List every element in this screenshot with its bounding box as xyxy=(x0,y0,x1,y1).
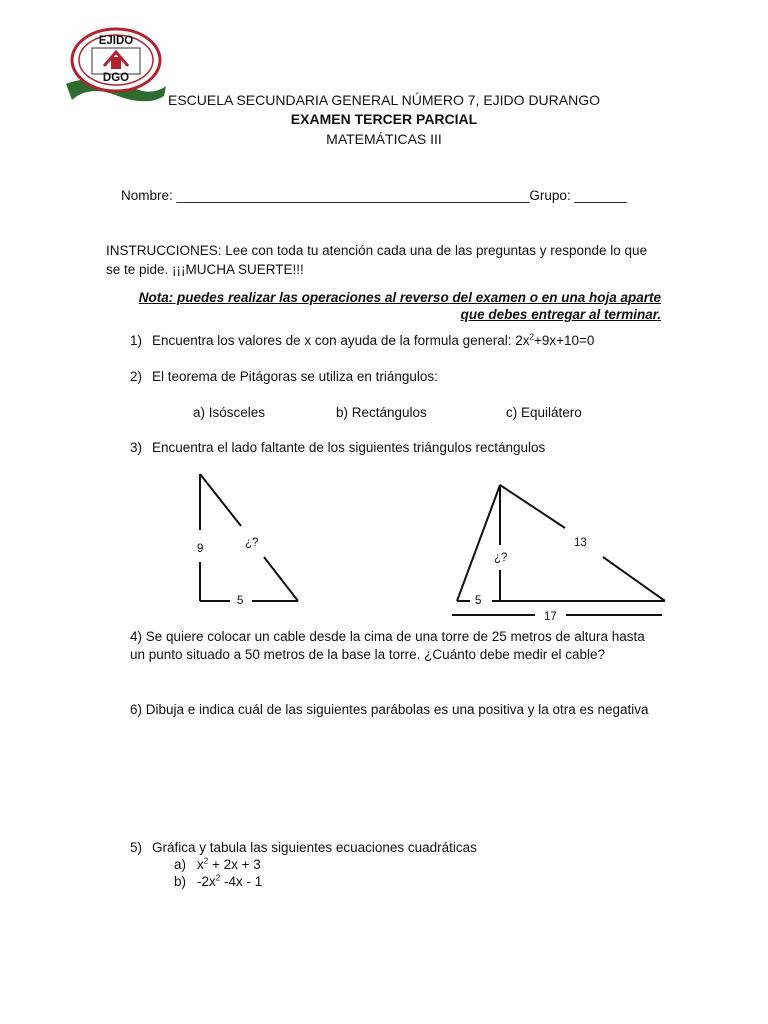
triangle-2-right-side-bottom xyxy=(603,557,665,601)
question-4-line-2: un punto situado a 50 metros de la base la torre. ¿Cuánto debe medir el cable? xyxy=(130,647,606,662)
question-5-item-a xyxy=(174,857,261,872)
exam-title: EXAMEN TERCER PARCIAL xyxy=(290,111,478,127)
logo-text-top: EJIDO xyxy=(98,35,134,47)
question-5-b-label: b) xyxy=(174,874,187,889)
group-field[interactable]: _______ xyxy=(574,188,628,203)
question-3-number: 3) xyxy=(130,440,143,455)
question-5-b-exponent: 2 xyxy=(215,873,221,883)
question-1-text: Encuentra los valores de x con ayuda de la formula general: 2x xyxy=(152,333,530,348)
triangle-2-base-label: 5 xyxy=(475,595,482,607)
name-label: Nombre: xyxy=(121,188,177,203)
question-5-b-pre: -2x xyxy=(197,874,216,889)
question-1-number: 1) xyxy=(130,333,143,348)
triangle-1-hypotenuse-label: ¿? xyxy=(245,537,259,549)
question-2-option-c: c) Equilátero xyxy=(506,405,582,420)
note-line-1: Nota: puedes realizar las operaciones al reverso del examen o en una hoja aparte xyxy=(138,290,661,305)
question-5-a-post: + 2x + 3 xyxy=(208,857,261,872)
triangle-2-total-label: 17 xyxy=(544,611,557,623)
student-fields xyxy=(121,188,627,203)
logo-text-bottom: DGO xyxy=(102,72,130,84)
triangles-figure xyxy=(0,460,768,630)
name-field[interactable]: _______________________________________________ xyxy=(176,188,530,203)
triangle-2-right-side-top xyxy=(500,485,565,528)
question-5-a-pre: x xyxy=(197,857,204,872)
question-3-text: Encuentra el lado faltante de los siguientes triángulos rectángulos xyxy=(152,440,546,455)
question-1-tail: +9x+10=0 xyxy=(533,333,595,348)
question-1 xyxy=(130,333,594,348)
triangle-2-height-label: ¿? xyxy=(494,552,508,564)
question-2-text: El teorema de Pitágoras se utiliza en triángulos: xyxy=(152,369,438,384)
triangle-1-hypotenuse-top xyxy=(200,474,241,526)
question-5-number: 5) xyxy=(130,840,143,855)
triangle-1-left-label: 9 xyxy=(197,543,204,555)
question-2-option-a: a) Isósceles xyxy=(193,405,266,420)
question-5-item-b xyxy=(174,874,262,889)
question-5 xyxy=(130,840,477,855)
question-1-exponent: 2 xyxy=(529,332,534,342)
question-5-text: Gráfica y tabula las siguientes ecuaciones cuadráticas xyxy=(152,840,477,855)
triangle-2-right-label: 13 xyxy=(574,537,587,549)
question-5-a-label: a) xyxy=(174,857,187,872)
triangle-2 xyxy=(452,485,665,615)
subject-title: MATEMÁTICAS III xyxy=(326,131,442,147)
question-2-number: 2) xyxy=(130,369,143,384)
question-2 xyxy=(130,369,438,384)
question-5-b-post: -4x - 1 xyxy=(220,874,263,889)
school-name: ESCUELA SECUNDARIA GENERAL NÚMERO 7, EJIDO DURANGO xyxy=(167,92,601,108)
triangle-1-base-label: 5 xyxy=(237,595,244,607)
note-line-2: que debes entregar al terminar. xyxy=(460,307,661,322)
triangle-2-left-side xyxy=(457,485,500,601)
question-6: 6) Dibuja e indica cuál de las siguientes parábolas es una positiva y la otra es negativa xyxy=(130,702,649,717)
question-2-option-b: b) Rectángulos xyxy=(336,405,427,420)
question-3 xyxy=(130,440,545,455)
instructions-line-1: INSTRUCCIONES: Lee con toda tu atención cada una de las preguntas y responde lo que xyxy=(106,243,648,258)
question-5-a-exponent: 2 xyxy=(203,856,209,866)
question-4-line-1: 4) Se quiere colocar un cable desde la cima de una torre de 25 metros de altura hasta xyxy=(130,629,645,644)
group-label: Grupo: xyxy=(529,188,575,203)
instructions-line-2: se te pide. ¡¡¡MUCHA SUERTE!!! xyxy=(106,262,304,277)
note xyxy=(105,289,661,323)
triangle-1-hypotenuse-bottom xyxy=(264,557,298,601)
